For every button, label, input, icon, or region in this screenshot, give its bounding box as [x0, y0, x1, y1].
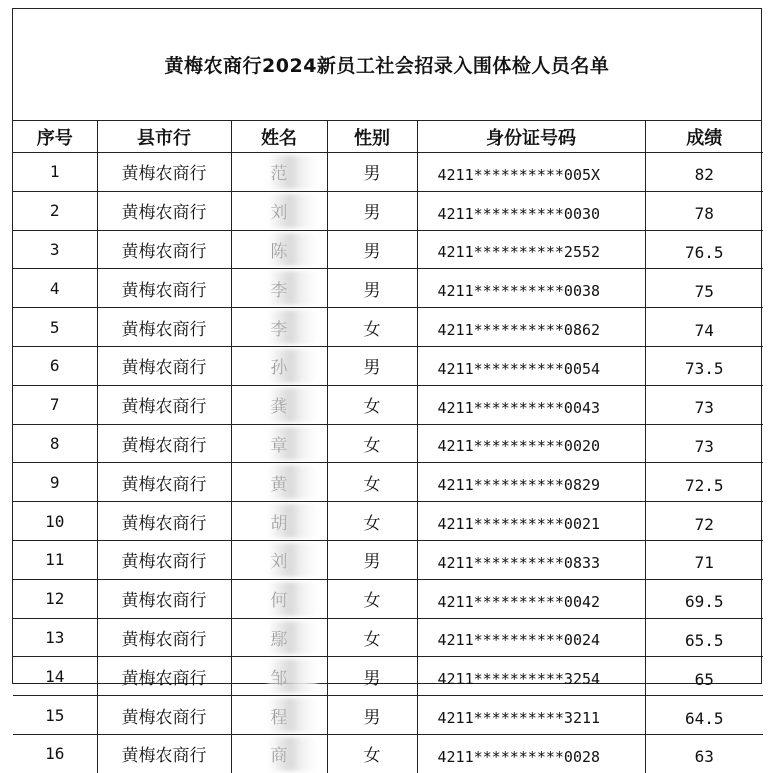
- privacy-blur: [268, 582, 317, 616]
- row-score: 75: [645, 269, 763, 308]
- row-seq: 14: [13, 657, 97, 696]
- table-row: [13, 463, 763, 502]
- row-id-number: 4211**********0030: [417, 191, 645, 230]
- row-name: [231, 696, 327, 735]
- row-seq: 2: [13, 191, 97, 230]
- row-gender: 女: [327, 463, 417, 502]
- privacy-blur: [268, 504, 317, 538]
- row-bank: 黄梅农商行: [97, 269, 231, 308]
- row-seq: 12: [13, 579, 97, 618]
- row-score: 82: [645, 153, 763, 192]
- row-score: 65.5: [645, 618, 763, 657]
- row-score: 72: [645, 502, 763, 541]
- table-row: [13, 657, 763, 696]
- document-sheet: [12, 8, 762, 767]
- privacy-blur: [268, 737, 317, 771]
- row-seq: 7: [13, 385, 97, 424]
- privacy-blur: [268, 543, 317, 577]
- row-id-number: 4211**********0043: [417, 385, 645, 424]
- row-seq: 10: [13, 502, 97, 541]
- row-id-number: 4211**********3254: [417, 657, 645, 696]
- row-bank: 黄梅农商行: [97, 540, 231, 579]
- row-name: [231, 230, 327, 269]
- row-seq: 16: [13, 734, 97, 772]
- row-bank: 黄梅农商行: [97, 153, 231, 192]
- row-gender: 男: [327, 696, 417, 735]
- row-gender: 男: [327, 657, 417, 696]
- header-seq: 序号: [13, 121, 97, 153]
- row-gender: 女: [327, 618, 417, 657]
- row-name: [231, 385, 327, 424]
- row-seq: 11: [13, 540, 97, 579]
- table-row: [13, 269, 763, 308]
- row-bank: 黄梅农商行: [97, 191, 231, 230]
- row-gender: 男: [327, 540, 417, 579]
- title-row: [13, 9, 761, 121]
- row-id-number: 4211**********0028: [417, 734, 645, 772]
- row-score: 63: [645, 734, 763, 772]
- row-id-number: 4211**********0829: [417, 463, 645, 502]
- row-id-number: 4211**********0021: [417, 502, 645, 541]
- row-seq: 9: [13, 463, 97, 502]
- header-row: [13, 121, 763, 153]
- table-row: [13, 153, 763, 192]
- table-row: [13, 424, 763, 463]
- row-id-number: 4211**********0020: [417, 424, 645, 463]
- row-score: 65: [645, 657, 763, 696]
- row-bank: 黄梅农商行: [97, 696, 231, 735]
- row-bank: 黄梅农商行: [97, 579, 231, 618]
- table-row: [13, 230, 763, 269]
- row-name: [231, 269, 327, 308]
- row-seq: 5: [13, 308, 97, 347]
- row-name: [231, 502, 327, 541]
- row-score: 69.5: [645, 579, 763, 618]
- table-row: [13, 618, 763, 657]
- row-bank: 黄梅农商行: [97, 424, 231, 463]
- privacy-blur: [268, 659, 317, 693]
- row-bank: 黄梅农商行: [97, 346, 231, 385]
- row-bank: 黄梅农商行: [97, 230, 231, 269]
- row-score: 73: [645, 385, 763, 424]
- privacy-blur: [268, 388, 317, 422]
- row-bank: 黄梅农商行: [97, 502, 231, 541]
- row-name: [231, 540, 327, 579]
- header-gender: 性别: [327, 121, 417, 153]
- table-row: [13, 540, 763, 579]
- row-score: 73: [645, 424, 763, 463]
- row-gender: 女: [327, 734, 417, 772]
- row-seq: 8: [13, 424, 97, 463]
- privacy-blur: [268, 465, 317, 499]
- table-row: [13, 385, 763, 424]
- row-score: 72.5: [645, 463, 763, 502]
- row-gender: 男: [327, 153, 417, 192]
- row-gender: 男: [327, 230, 417, 269]
- row-seq: 4: [13, 269, 97, 308]
- privacy-blur: [268, 155, 317, 189]
- row-id-number: 4211**********0862: [417, 308, 645, 347]
- candidate-table: [13, 121, 763, 773]
- row-gender: 女: [327, 308, 417, 347]
- row-name: [231, 657, 327, 696]
- row-name: [231, 153, 327, 192]
- row-score: 74: [645, 308, 763, 347]
- table-row: [13, 579, 763, 618]
- row-seq: 6: [13, 346, 97, 385]
- row-bank: 黄梅农商行: [97, 734, 231, 772]
- row-id-number: 4211**********0042: [417, 579, 645, 618]
- row-name: [231, 618, 327, 657]
- row-bank: 黄梅农商行: [97, 308, 231, 347]
- row-gender: 男: [327, 346, 417, 385]
- row-score: 71: [645, 540, 763, 579]
- row-seq: 13: [13, 618, 97, 657]
- header-name: 姓名: [231, 121, 327, 153]
- row-name: [231, 308, 327, 347]
- document-title: 黄梅农商行2024新员工社会招录入围体检人员名单: [164, 55, 610, 77]
- privacy-blur: [268, 621, 317, 655]
- row-score: 64.5: [645, 696, 763, 735]
- row-seq: 15: [13, 696, 97, 735]
- row-bank: 黄梅农商行: [97, 657, 231, 696]
- row-bank: 黄梅农商行: [97, 618, 231, 657]
- row-score: 78: [645, 191, 763, 230]
- row-gender: 男: [327, 269, 417, 308]
- table-row: [13, 346, 763, 385]
- row-gender: 女: [327, 502, 417, 541]
- header-score: 成绩: [645, 121, 763, 153]
- row-gender: 女: [327, 579, 417, 618]
- privacy-blur: [268, 349, 317, 383]
- table-row: [13, 696, 763, 735]
- row-gender: 女: [327, 385, 417, 424]
- row-bank: 黄梅农商行: [97, 463, 231, 502]
- row-id-number: 4211**********0833: [417, 540, 645, 579]
- table-row: [13, 308, 763, 347]
- row-id-number: 4211**********3211: [417, 696, 645, 735]
- row-id-number: 4211**********005X: [417, 153, 645, 192]
- privacy-blur: [268, 194, 317, 228]
- table-row: [13, 734, 763, 772]
- header-id-number: 身份证号码: [417, 121, 645, 153]
- row-name: [231, 463, 327, 502]
- row-name: [231, 346, 327, 385]
- row-id-number: 4211**********0038: [417, 269, 645, 308]
- row-score: 76.5: [645, 230, 763, 269]
- row-gender: 男: [327, 191, 417, 230]
- header-bank: 县市行: [97, 121, 231, 153]
- privacy-blur: [268, 310, 317, 344]
- row-id-number: 4211**********0054: [417, 346, 645, 385]
- row-name: [231, 734, 327, 772]
- row-score: 73.5: [645, 346, 763, 385]
- privacy-blur: [268, 427, 317, 461]
- row-gender: 女: [327, 424, 417, 463]
- row-name: [231, 191, 327, 230]
- row-bank: 黄梅农商行: [97, 385, 231, 424]
- privacy-blur: [268, 233, 317, 267]
- row-id-number: 4211**********0024: [417, 618, 645, 657]
- table-row: [13, 502, 763, 541]
- table-row: [13, 191, 763, 230]
- row-id-number: 4211**********2552: [417, 230, 645, 269]
- privacy-blur: [268, 698, 317, 732]
- row-name: [231, 424, 327, 463]
- privacy-blur: [268, 271, 317, 305]
- row-seq: 1: [13, 153, 97, 192]
- row-seq: 3: [13, 230, 97, 269]
- row-name: [231, 579, 327, 618]
